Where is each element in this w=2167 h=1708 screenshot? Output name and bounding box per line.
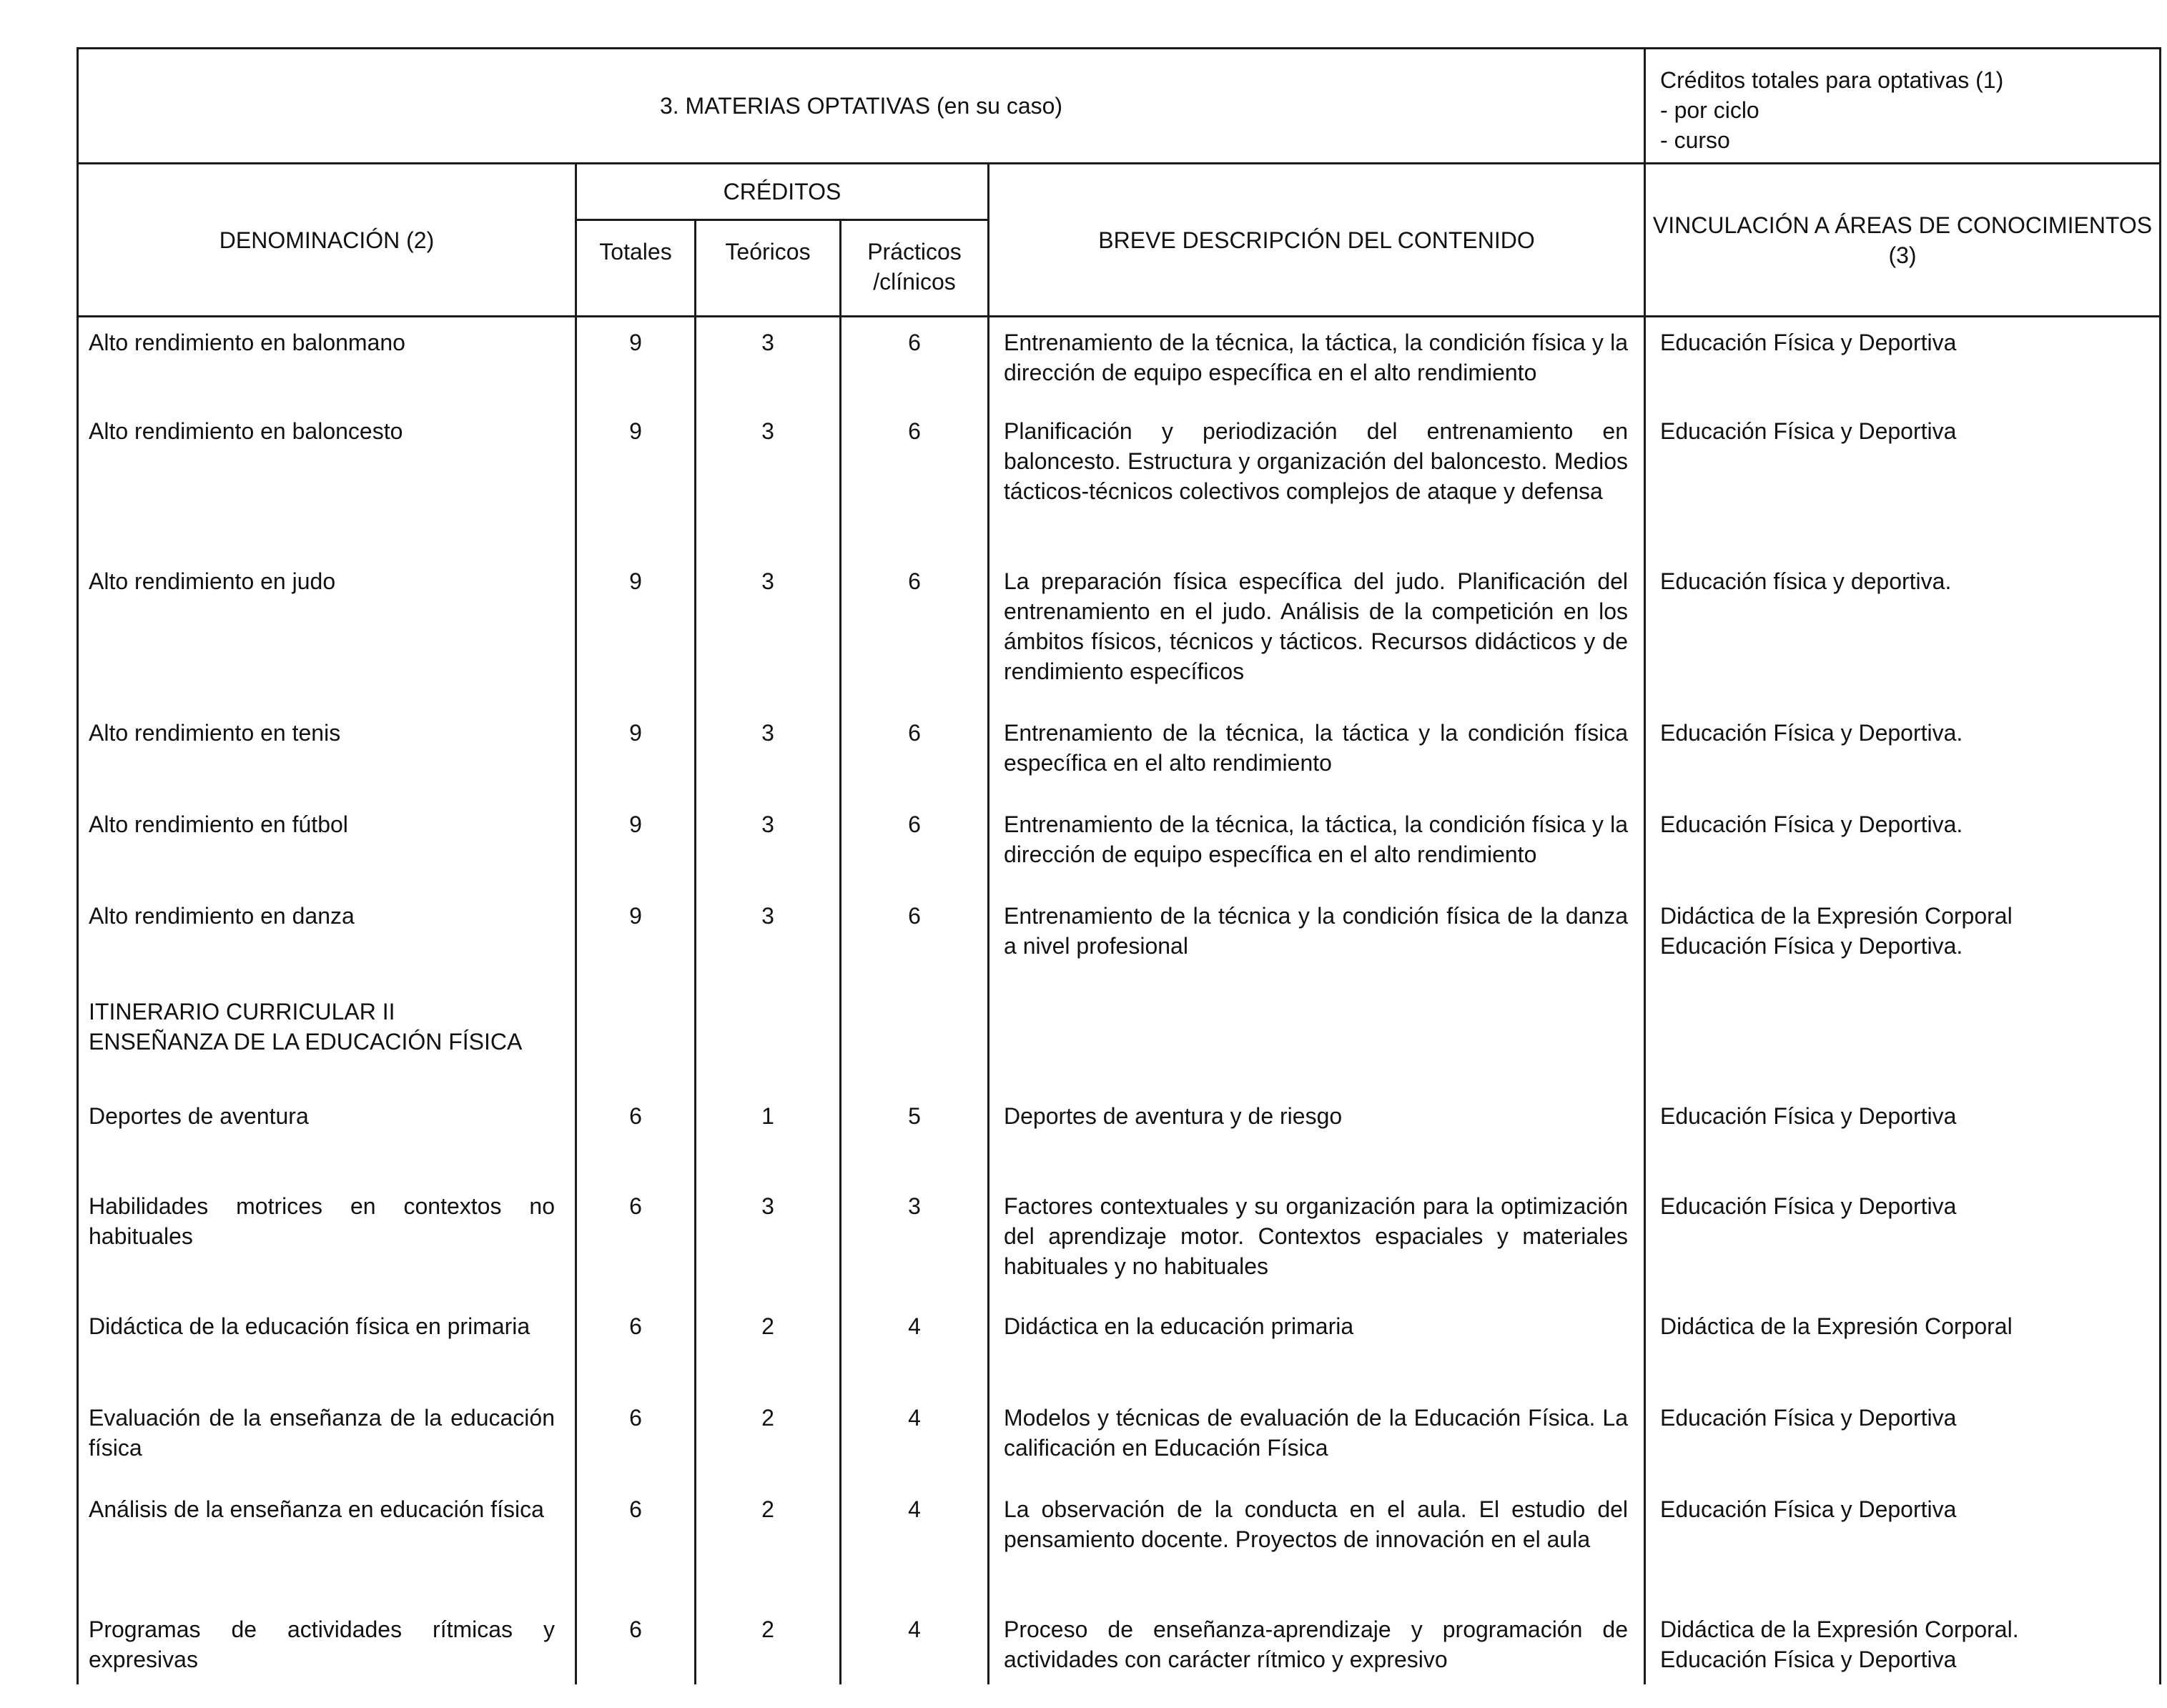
credits-theory: 3 (696, 891, 841, 984)
knowledge-area-line: Didáctica de la Expresión Corporal. (1660, 1616, 2019, 1642)
table-row (78, 1393, 2161, 1484)
col-creditos: CRÉDITOS (576, 164, 989, 220)
knowledge-area (1645, 891, 2161, 984)
credits-theory: 2 (696, 1393, 841, 1484)
knowledge-area: Didáctica de la Expresión Corporal (1645, 1301, 2161, 1393)
credits-total: 6 (576, 1393, 696, 1484)
credits-theory: 2 (696, 1301, 841, 1393)
subject-name: Alto rendimiento en tenis (78, 708, 576, 799)
subject-name: Alto rendimiento en fútbol (78, 799, 576, 891)
knowledge-area: Educación Física y Deportiva (1645, 1393, 2161, 1484)
credits-practice: 4 (841, 1484, 989, 1604)
knowledge-area: Educación Física y Deportiva. (1645, 708, 2161, 799)
credits-theory: 3 (696, 556, 841, 708)
section-heading (78, 984, 576, 1091)
credits-total: 9 (576, 799, 696, 891)
table-row (78, 708, 2161, 799)
credits-practice: 6 (841, 406, 989, 556)
credits-total: 6 (576, 1091, 696, 1181)
col-totales: Totales (576, 220, 696, 317)
col-teoricos: Teóricos (696, 220, 841, 317)
credits-theory: 1 (696, 1091, 841, 1181)
credits-theory: 3 (696, 1181, 841, 1301)
subject-description: Didáctica en la educación primaria (989, 1301, 1645, 1393)
credits-practice: 6 (841, 708, 989, 799)
credits-theory: 3 (696, 317, 841, 406)
knowledge-area (1645, 1604, 2161, 1684)
subject-description: Entrenamiento de la técnica, la táctica, la condición física y la dirección de equipo específica en el alto rendimiento (989, 317, 1645, 406)
section-heading-line: ITINERARIO CURRICULAR II (89, 998, 395, 1025)
credits-practice: 4 (841, 1604, 989, 1684)
credits-practice: 6 (841, 317, 989, 406)
credits-practice: 6 (841, 891, 989, 984)
table-row (78, 406, 2161, 556)
knowledge-area: Educación Física y Deportiva. (1645, 799, 2161, 891)
table-row (78, 1091, 2161, 1181)
subject-description: La preparación física específica del judo. Planificación del entrenamiento en el judo. Análisis de la competición en los ámbitos físicos, técnicos y tácticos. Recursos didácticos y de rendimiento específicos (989, 556, 1645, 708)
subject-description: Entrenamiento de la técnica, la táctica y la condición física específica en el alto rendimiento (989, 708, 1645, 799)
table-row (78, 1484, 2161, 1604)
knowledge-area: Educación Física y Deportiva (1645, 317, 2161, 406)
subject-description: Planificación y periodización del entrenamiento en baloncesto. Estructura y organización del baloncesto. Medios tácticos-técnicos colectivos complejos de ataque y defensa (989, 406, 1645, 556)
table-row (78, 1301, 2161, 1393)
credits-practice: 4 (841, 1393, 989, 1484)
subject-name: Alto rendimiento en danza (78, 891, 576, 984)
credits-total: 6 (576, 1484, 696, 1604)
credits-total: 9 (576, 891, 696, 984)
totals-line: - por ciclo (1660, 97, 1759, 123)
credits-theory: 2 (696, 1604, 841, 1684)
credits-total: 6 (576, 1301, 696, 1393)
col-denominacion: DENOMINACIÓN (2) (78, 164, 576, 317)
totals-line: - curso (1660, 127, 1730, 153)
subject-name: Alto rendimiento en baloncesto (78, 406, 576, 556)
subject-name: Evaluación de la enseñanza de la educación física (78, 1393, 576, 1484)
section-row (78, 984, 2161, 1091)
credits-theory: 2 (696, 1484, 841, 1604)
table-row (78, 891, 2161, 984)
credits-practice: 6 (841, 799, 989, 891)
credits-total: 9 (576, 406, 696, 556)
credits-total: 9 (576, 708, 696, 799)
credits-total: 6 (576, 1604, 696, 1684)
totals-credits-note (1645, 49, 2161, 164)
knowledge-area: Educación Física y Deportiva (1645, 1181, 2161, 1301)
title-row (78, 49, 2161, 164)
optional-subjects-table (76, 47, 2161, 1684)
knowledge-area: Educación Física y Deportiva (1645, 1484, 2161, 1604)
subject-name: Didáctica de la educación física en primaria (78, 1301, 576, 1393)
subject-name: Alto rendimiento en judo (78, 556, 576, 708)
subject-name: Habilidades motrices en contextos no habituales (78, 1181, 576, 1301)
subject-description: Entrenamiento de la técnica, la táctica, la condición física y la dirección de equipo específica en el alto rendimiento (989, 799, 1645, 891)
subject-name: Alto rendimiento en balonmano (78, 317, 576, 406)
totals-line: Créditos totales para optativas (1) (1660, 67, 2004, 93)
table-row (78, 1181, 2161, 1301)
credits-total: 9 (576, 317, 696, 406)
credits-total: 6 (576, 1181, 696, 1301)
credits-practice: 4 (841, 1301, 989, 1393)
subject-description: Modelos y técnicas de evaluación de la Educación Física. La calificación en Educación Física (989, 1393, 1645, 1484)
credits-theory: 3 (696, 406, 841, 556)
knowledge-area: Educación Física y Deportiva (1645, 1091, 2161, 1181)
subject-description: Proceso de enseñanza-aprendizaje y programación de actividades con carácter rítmico y expresivo (989, 1604, 1645, 1684)
col-vinculacion: VINCULACIÓN A ÁREAS DE CONOCIMIENTOS (3) (1645, 164, 2161, 317)
credits-theory: 3 (696, 708, 841, 799)
knowledge-area-line: Educación Física y Deportiva (1660, 1646, 1957, 1672)
knowledge-area: Educación física y deportiva. (1645, 556, 2161, 708)
subject-description: Deportes de aventura y de riesgo (989, 1091, 1645, 1181)
section-heading-line: ENSEÑANZA DE LA EDUCACIÓN FÍSICA (89, 1028, 523, 1055)
subject-name: Deportes de aventura (78, 1091, 576, 1181)
table-title: 3. MATERIAS OPTATIVAS (en su caso) (78, 49, 1645, 164)
column-header-row (78, 164, 2161, 220)
credits-practice: 6 (841, 556, 989, 708)
credits-practice: 3 (841, 1181, 989, 1301)
col-descripcion: BREVE DESCRIPCIÓN DEL CONTENIDO (989, 164, 1645, 317)
knowledge-area-line: Didáctica de la Expresión Corporal (1660, 902, 2013, 929)
knowledge-area-line: Educación Física y Deportiva. (1660, 932, 1963, 959)
col-practicos: Prácticos /clínicos (841, 220, 989, 317)
subject-name: Programas de actividades rítmicas y expresivas (78, 1604, 576, 1684)
credits-theory: 3 (696, 799, 841, 891)
credits-total: 9 (576, 556, 696, 708)
table-row (78, 1604, 2161, 1684)
credits-practice: 5 (841, 1091, 989, 1181)
subject-name: Análisis de la enseñanza en educación física (78, 1484, 576, 1604)
subject-description: Factores contextuales y su organización para la optimización del aprendizaje motor. Contextos espaciales y materiales habituales y no habituales (989, 1181, 1645, 1301)
table-row (78, 556, 2161, 708)
table-row (78, 317, 2161, 406)
knowledge-area: Educación Física y Deportiva (1645, 406, 2161, 556)
table-row (78, 799, 2161, 891)
subject-description: Entrenamiento de la técnica y la condición física de la danza a nivel profesional (989, 891, 1645, 984)
subject-description: La observación de la conducta en el aula. El estudio del pensamiento docente. Proyectos de innovación en el aula (989, 1484, 1645, 1604)
